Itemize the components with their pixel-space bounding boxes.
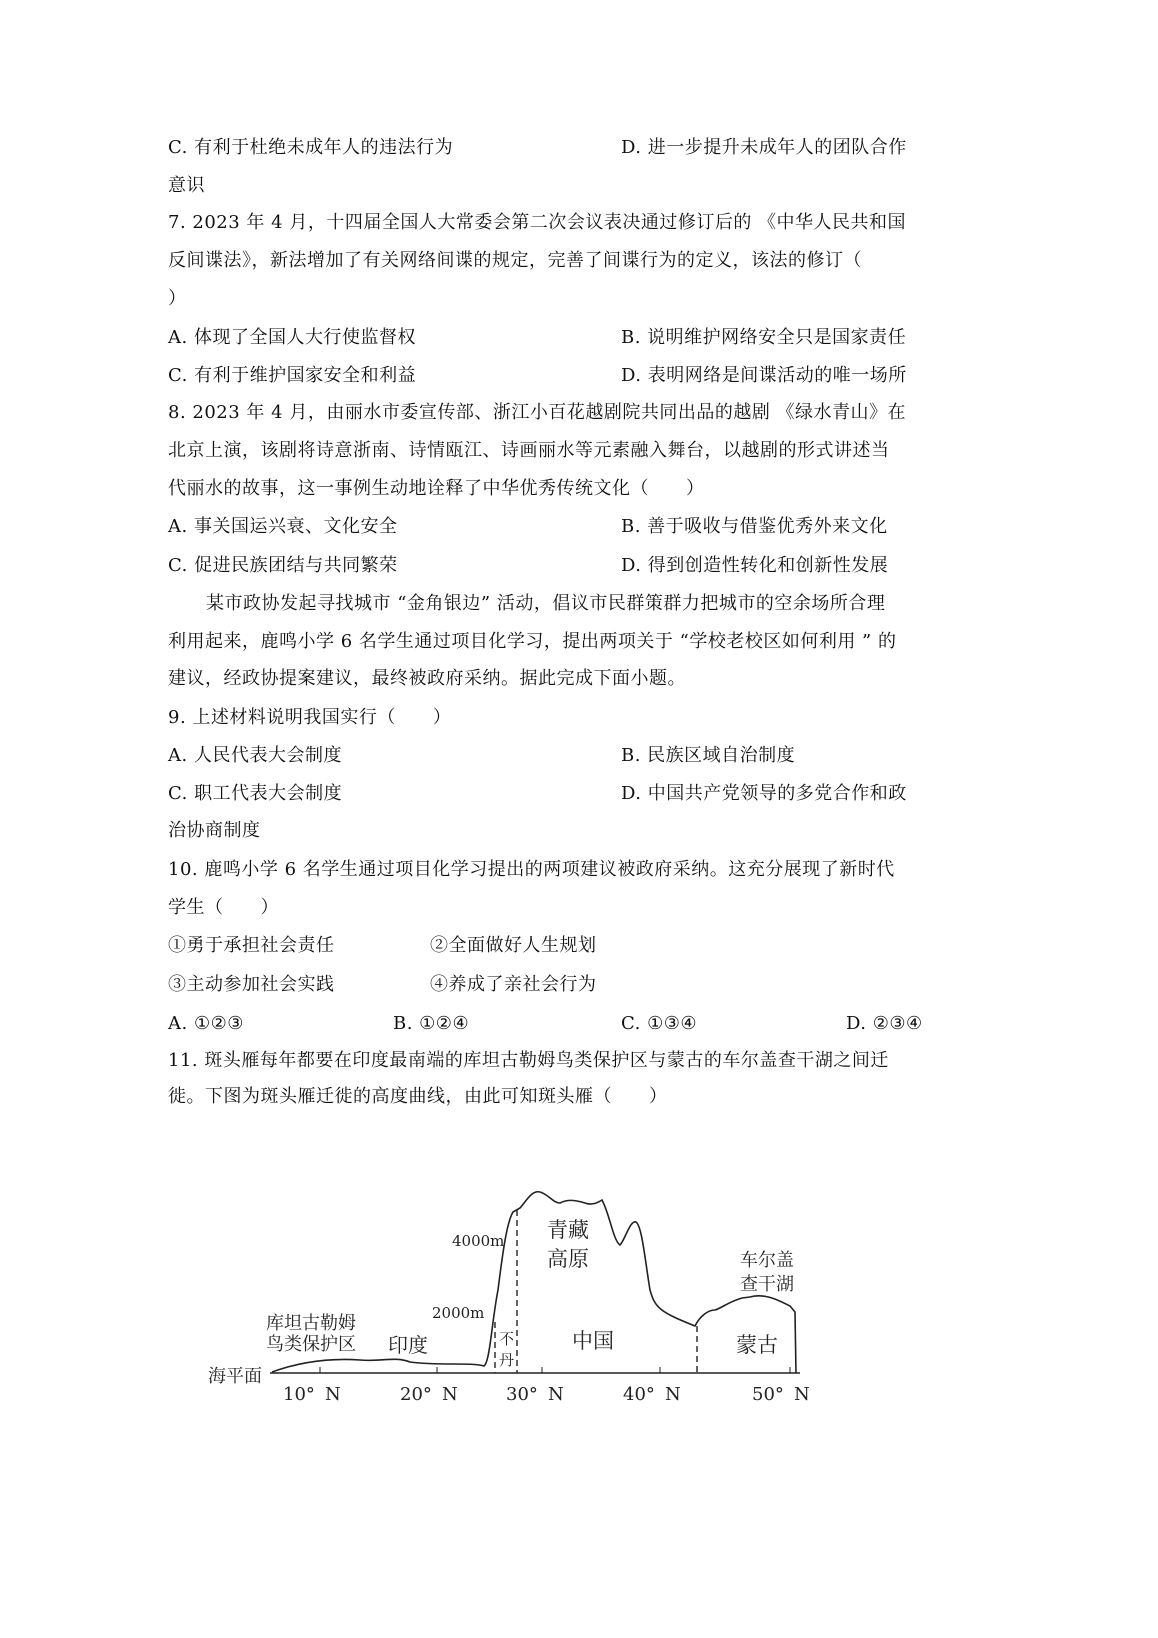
x-label: 10° (283, 1384, 315, 1405)
x-label-unit: N (325, 1384, 341, 1405)
text-line-q9oc: C. 职工代表大会制度 (168, 783, 343, 804)
text-line-q9ob: B. 民族区域自治制度 (621, 745, 796, 766)
text-line-q8ob: B. 善于吸收与借鉴优秀外来文化 (621, 516, 888, 537)
label-4000m: 4000m (452, 1232, 505, 1250)
text-line-q10s2: ②全面做好人生规划 (430, 935, 597, 956)
text-line-q8c: 代丽水的故事，这一事例生动地诠释了中华优秀传统文化（ ） (168, 478, 705, 499)
label-bhutan-1: 不 (499, 1330, 515, 1348)
text-line-q9od: D. 中国共产党领导的多党合作和政 (621, 783, 907, 804)
text-line-q11b: 徙。下图为斑头雁迁徙的高度曲线，由此可知斑头雁（ ） (168, 1086, 668, 1107)
label-2000m: 2000m (432, 1304, 485, 1322)
text-line-q7c: ） (168, 288, 187, 309)
text-line-q10s3: ③主动参加社会实践 (168, 974, 335, 995)
label-plateau-1: 青藏 (547, 1218, 589, 1242)
text-line-q9oa: A. 人民代表大会制度 (168, 745, 342, 766)
text-line-q7a: 7. 2023 年 4 月，十四届全国人大常委会第二次会议表决通过修订后的 《中华人民共和国 (168, 212, 907, 233)
x-label-unit: N (442, 1384, 458, 1405)
text-line-q9od2: 治协商制度 (168, 820, 261, 841)
text-line-q6d2: 意识 (168, 175, 205, 196)
text-line-q11a: 11. 斑头雁每年都要在印度最南端的库坦古勒姆鸟类保护区与蒙古的车尔盖查干湖之间迁 (168, 1050, 889, 1071)
text-line-q10a: 10. 鹿鸣小学 6 名学生通过项目化学习提出的两项建议被政府采纳。这充分展现了新时代 (168, 859, 895, 880)
text-line-m2: 利用起来，鹿鸣小学 6 名学生通过项目化学习，提出两项关于 “学校老校区如何利用 ” 的 (168, 631, 897, 652)
text-line-q6d: D. 进一步提升未成年人的团队合作 (621, 137, 907, 158)
text-line-q7oa: A. 体现了全国人大行使监督权 (168, 327, 416, 348)
text-line-q7od: D. 表明网络是间谍活动的唯一场所 (621, 365, 907, 386)
text-line-q10oa: A. ①②③ (168, 1013, 244, 1034)
text-line-q7ob: B. 说明维护网络安全只是国家责任 (621, 327, 907, 348)
text-line-q8b: 北京上演，该剧将诗意浙南、诗情瓯江、诗画丽水等元素融入舞台，以越剧的形式讲述当 (168, 440, 890, 461)
label-reserve-2: 鸟类保护区 (266, 1334, 356, 1355)
x-label: 40° (623, 1384, 655, 1405)
text-line-q10ob: B. ①②④ (393, 1013, 470, 1034)
text-line-q8oc: C. 促进民族团结与共同繁荣 (168, 555, 398, 576)
text-line-q10od: D. ②③④ (846, 1013, 923, 1034)
x-label-unit: N (665, 1384, 681, 1405)
x-label: 30° (506, 1384, 538, 1405)
x-label: 50° (752, 1384, 784, 1405)
x-label-unit: N (794, 1384, 810, 1405)
label-bhutan-2: 丹 (499, 1351, 515, 1369)
label-china: 中国 (572, 1329, 614, 1353)
label-india: 印度 (388, 1333, 428, 1357)
text-line-q10b: 学生（ ） (168, 897, 279, 918)
x-label-unit: N (548, 1384, 564, 1405)
x-axis-ticks (320, 1367, 790, 1373)
label-plateau-2: 高原 (547, 1247, 589, 1271)
text-line-q10s4: ④养成了亲社会行为 (430, 974, 597, 995)
text-line-q8a: 8. 2023 年 4 月，由丽水市委宣传部、浙江小百花越剧院共同出品的越剧 《绿水青山》在 (168, 402, 907, 423)
text-line-q6c: C. 有利于杜绝未成年人的违法行为 (168, 137, 454, 158)
text-line-q7b: 反间谍法》，新法增加了有关网络间谍的规定，完善了间谍行为的定义，该法的修订（ (168, 250, 862, 271)
text-line-q8od: D. 得到创造性转化和创新性发展 (621, 555, 889, 576)
text-line-q10s1: ①勇于承担社会责任 (168, 935, 335, 956)
text-line-m1: 某市政协发起寻找城市 “金角银边” 活动，倡议市民群策群力把城市的空余场所合理 (206, 593, 886, 614)
x-label: 20° (400, 1384, 432, 1405)
text-line-q10oc: C. ①③④ (621, 1013, 697, 1034)
label-mongolia: 蒙古 (736, 1333, 778, 1357)
label-reserve-1: 库坦古勒姆 (266, 1313, 356, 1334)
label-lake-2: 查干湖 (740, 1274, 794, 1295)
text-line-q8oa: A. 事关国运兴衰、文化安全 (168, 516, 398, 537)
text-line-m3: 建议，经政协提案建议，最终被政府采纳。据此完成下面小题。 (168, 668, 686, 689)
text-line-q9: 9. 上述材料说明我国实行（ ） (168, 707, 452, 728)
label-lake-1: 车尔盖 (740, 1250, 794, 1271)
label-sea-level: 海平面 (208, 1366, 262, 1387)
text-line-q7oc: C. 有利于维护国家安全和利益 (168, 365, 417, 386)
